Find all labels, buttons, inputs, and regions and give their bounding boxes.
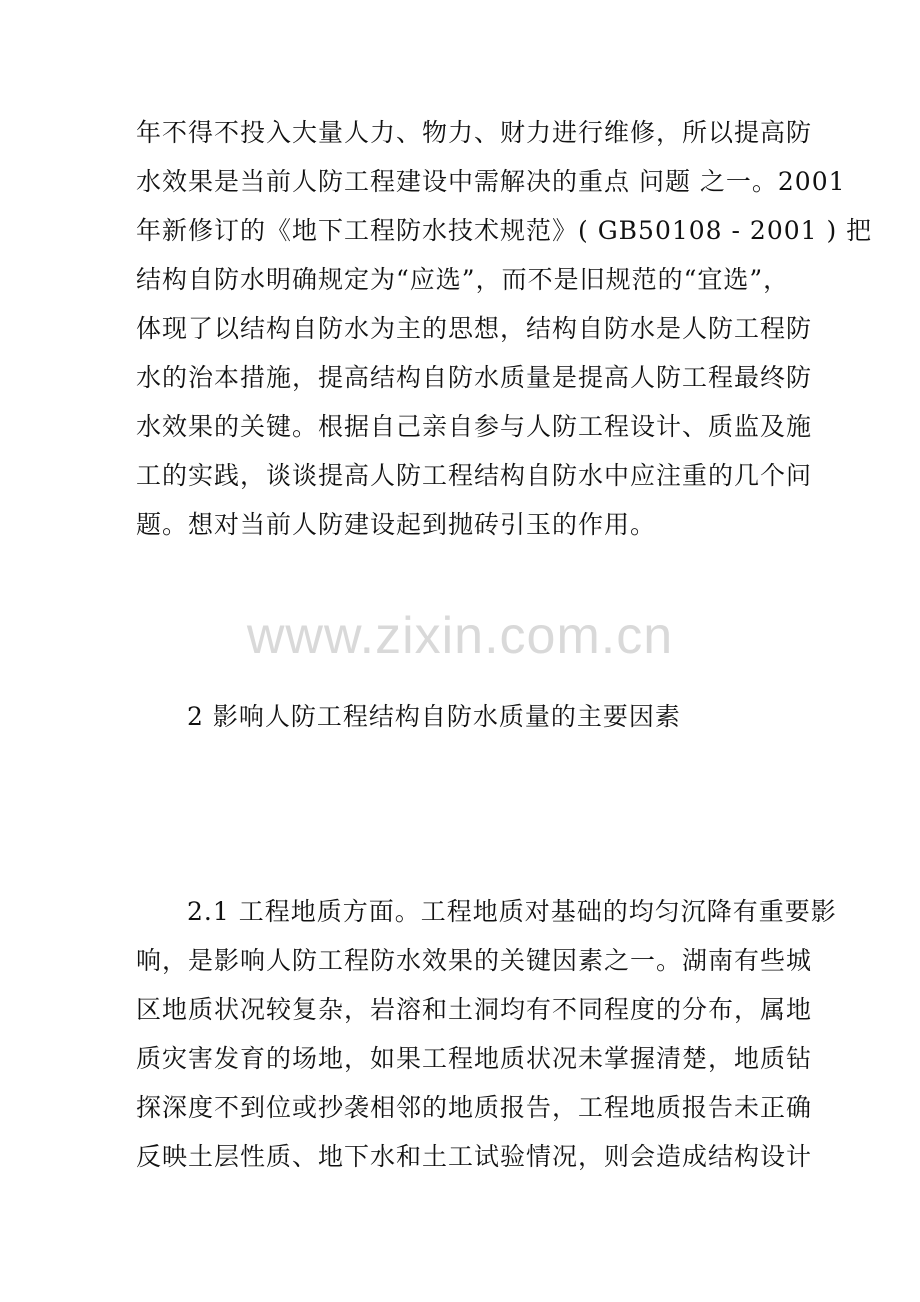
text-line: 题。想对当前人防建设起到抛砖引玉的作用。 — [136, 510, 657, 539]
section-heading: 2 影响人防工程结构自防水质量的主要因素 — [187, 702, 681, 731]
text-line: 2.1 工程地质方面。工程地质对基础的均匀沉降有重要影 — [187, 897, 837, 926]
text-line: 探深度不到位或抄袭相邻的地质报告，工程地质报告未正确 — [136, 1093, 813, 1122]
text-line: 响，是影响人防工程防水效果的关键因素之一。湖南有些城 — [136, 946, 813, 975]
text-line: 水的治本措施，提高结构自防水质量是提高人防工程最终防 — [136, 363, 813, 392]
text-line: 水效果是当前人防工程建设中需解决的重点 问题 之一。2001 — [136, 167, 846, 196]
text-line: 年新修订的《地下工程防水技术规范》( GB50108 - 2001 ) 把 — [136, 216, 873, 245]
text-line: 年不得不投入大量人力、物力、财力进行维修，所以提高防 — [136, 118, 813, 147]
text-line: 结构自防水明确规定为“应选”，而不是旧规范的“宜选”， — [136, 265, 790, 294]
text-line: 区地质状况较复杂，岩溶和土洞均有不同程度的分布，属地 — [136, 995, 813, 1024]
text-line: 工的实践，谈谈提高人防工程结构自防水中应注重的几个问 — [136, 461, 813, 490]
text-line: 体现了以结构自防水为主的思想，结构自防水是人防工程防 — [136, 314, 813, 343]
text-line: 质灾害发育的场地，如果工程地质状况未掌握清楚，地质钻 — [136, 1044, 813, 1073]
text-line: 反映土层性质、地下水和土工试验情况，则会造成结构设计 — [136, 1142, 813, 1171]
watermark: www.zixin.com.cn — [246, 607, 674, 665]
text-line: 水效果的关键。根据自己亲自参与人防工程设计、质监及施 — [136, 412, 813, 441]
